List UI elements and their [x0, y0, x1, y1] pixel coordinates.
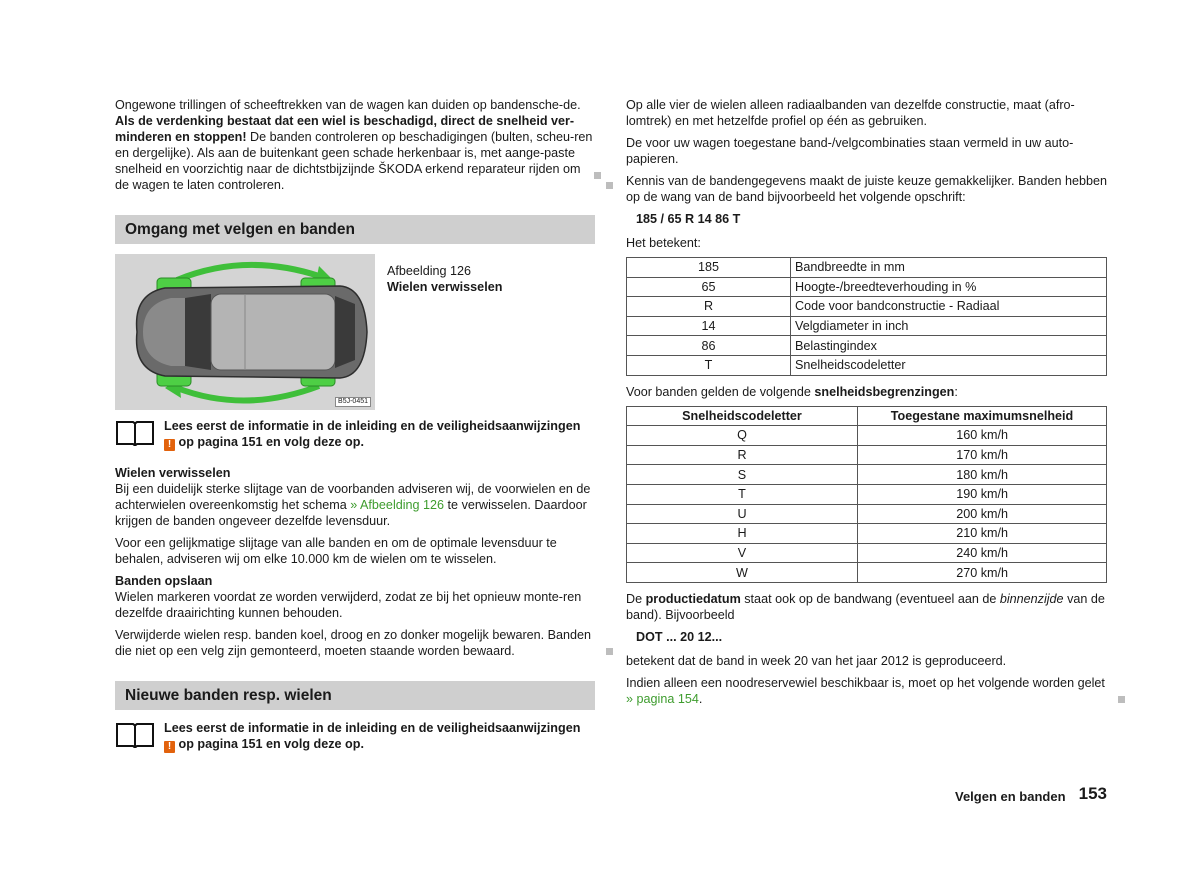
- het-betekent-label: Het betekent:: [626, 236, 701, 250]
- book-icon: [115, 418, 155, 448]
- speed-letter-cell: S: [627, 465, 858, 485]
- table-row: [627, 277, 1107, 297]
- notice-text: [164, 418, 580, 451]
- notice-text: [164, 720, 580, 753]
- speed-letter-cell: U: [627, 504, 858, 524]
- tire-code-table: [626, 257, 1107, 376]
- opslaan-paragraph: Wielen markeren voordat ze worden verwijderd, zodat ze bij het opnieuw monte-ren dezelfde draairichting kunnen behouden.: [115, 590, 582, 620]
- car-windshield: [185, 294, 211, 370]
- radiaal-paragraph: Op alle vier de wielen alleen radiaalbanden van dezelfde constructie, maat (afro-lomtrek) en met hetzelfde profiel op één as gebruiken.: [626, 98, 1075, 128]
- warning-icon: !: [164, 439, 175, 451]
- notice-text-pre: Lees eerst de informatie in de inleiding en de veiligheidsaanwijzingen: [164, 721, 581, 735]
- kennis-paragraph: Kennis van de bandengegevens maakt de juiste keuze gemakkelijker. Banden hebben op de wang van de band bijvoorbeeld het volgende opschrift:: [626, 174, 1107, 204]
- read-first-notice: [115, 418, 595, 451]
- code-cell: 185: [627, 258, 791, 278]
- productie-text-mid: staat ook op de bandwang (eventueel aan de: [740, 591, 1000, 606]
- end-of-section-marker: [606, 182, 613, 189]
- noodwiel-text: Indien alleen een noodreservewiel beschikbaar is, moet op het volgende worden gelet: [626, 675, 1105, 690]
- figure-126: [115, 254, 595, 410]
- verwijderd-text: Verwijderde wielen resp. banden koel, droog en zo donker mogelijk bewaren. Banden die niet op een velg zijn gemonteerd, moeten staande worden bewaard.: [115, 628, 592, 658]
- warning-icon: !: [164, 741, 175, 753]
- intro-warning-text: Als de verdenking bestaat dat een wiel is beschadigd, direct de snelheid ver-minderen en stoppen!: [115, 114, 575, 144]
- meaning-cell: Code voor bandconstructie - Radiaal: [791, 297, 1107, 317]
- arrow-top: [177, 265, 319, 280]
- chapter-title: Velgen en banden: [955, 789, 1066, 804]
- left-column: [115, 97, 595, 767]
- notice-text-post: op pagina 151 en volg deze op.: [175, 435, 364, 449]
- noodwiel-paragraph: [626, 675, 1107, 707]
- max-speed-cell: 270 km/h: [858, 563, 1107, 583]
- max-speed-cell: 190 km/h: [858, 484, 1107, 504]
- productiedatum-paragraph: [626, 591, 1107, 623]
- speed-letter-cell: H: [627, 524, 858, 544]
- end-of-section-marker: [1118, 696, 1125, 703]
- max-speed-cell: 200 km/h: [858, 504, 1107, 524]
- productie-bold: productiedatum: [645, 591, 741, 606]
- notice-text-post: op pagina 151 en volg deze op.: [175, 737, 364, 751]
- verwijderd-paragraph: [115, 627, 595, 659]
- dot-code-example: DOT ... 20 12...: [636, 629, 723, 644]
- max-speed-cell: 240 km/h: [858, 543, 1107, 563]
- table-row: [627, 336, 1107, 356]
- figure-number: Afbeelding 126: [387, 264, 472, 278]
- table-row: [627, 465, 1107, 485]
- table-row: [627, 504, 1107, 524]
- header-maximumsnelheid: Toegestane maximumsnelheid: [858, 406, 1107, 426]
- figure-caption: [375, 254, 502, 410]
- snelheid-intro-bold: snelheidsbegrenzingen: [814, 384, 955, 399]
- productie-text: De: [626, 591, 646, 606]
- speed-letter-cell: T: [627, 484, 858, 504]
- productie-italic: binnenzijde: [999, 591, 1064, 606]
- max-speed-cell: 160 km/h: [858, 426, 1107, 446]
- meaning-cell: Velgdiameter in inch: [791, 316, 1107, 336]
- intro-paragraph: [115, 97, 595, 193]
- speed-letter-cell: V: [627, 543, 858, 563]
- intro-text-end: De banden controleren op beschadigingen (bulten, scheu-ren en dergelijke). Als aan de buitenkant geen schade herkenbaar is, met aange-paste snelheid en voorzichtig naar de dichtstbijzijnde ŠKODA erkend reparateur rijden om de wagen te laten controleren.: [115, 130, 593, 192]
- table-row: [627, 445, 1107, 465]
- subheading-banden-opslaan: Banden opslaan: [115, 574, 213, 588]
- table-row: [627, 316, 1107, 336]
- table-row: [627, 524, 1107, 544]
- section-heading-velgen-banden: Omgang met velgen en banden: [115, 215, 595, 244]
- code-cell: T: [627, 355, 791, 375]
- wisselen-text: Bij een duidelijk sterke slijtage van de voorbanden adviseren wij, de voorwielen en de achterwielen overeenkomstig het schema: [115, 482, 591, 512]
- table-row: [627, 258, 1107, 278]
- meaning-cell: Snelheidscodeletter: [791, 355, 1107, 375]
- car-top-view-illustration: [115, 254, 375, 410]
- combinaties-paragraph: [626, 135, 1107, 167]
- table-row: [627, 543, 1107, 563]
- figure-code: B5J-0451: [335, 397, 371, 407]
- table-header-row: [627, 406, 1107, 426]
- gelijkmatig-paragraph: Voor een gelijkmatige slijtage van alle banden en om de optimale levensduur te behalen, adviseren wij om elke 10.000 km de wielen om te wisselen.: [115, 536, 557, 566]
- figure-126-link[interactable]: » Afbeelding 126: [350, 498, 445, 512]
- wisselen-text-end: te verwisselen. Daardoor krijgen de banden ongeveer dezelfde levensduur.: [115, 498, 587, 528]
- noodwiel-text-end: .: [698, 691, 703, 706]
- speed-letter-cell: R: [627, 445, 858, 465]
- end-of-section-marker: [594, 172, 601, 179]
- code-cell: 86: [627, 336, 791, 356]
- code-cell: 65: [627, 277, 791, 297]
- snelheid-intro-colon: :: [954, 384, 958, 399]
- speed-letter-cell: W: [627, 563, 858, 583]
- section-heading-nieuwe-banden: Nieuwe banden resp. wielen: [115, 681, 595, 710]
- wisselen-paragraph: [115, 481, 595, 529]
- right-column: [626, 97, 1107, 713]
- table-row: [627, 355, 1107, 375]
- car-rear-window: [335, 296, 355, 368]
- betekent-paragraph: betekent dat de band in week 20 van het jaar 2012 is geproduceerd.: [626, 653, 1007, 668]
- figure-title: Wielen verwisselen: [387, 280, 503, 294]
- wheel-rotation-diagram: [115, 254, 375, 410]
- snelheid-intro: [626, 384, 1107, 400]
- book-icon: [115, 720, 155, 750]
- intro-text: Ongewone trillingen of scheeftrekken van de wagen kan duiden op bandensche-de.: [115, 98, 581, 112]
- meaning-cell: Bandbreedte in mm: [791, 258, 1107, 278]
- productie-text-end: van de band). Bijvoorbeeld: [626, 591, 1105, 622]
- table-row: [627, 484, 1107, 504]
- end-of-section-marker: [606, 648, 613, 655]
- speed-letter-cell: Q: [627, 426, 858, 446]
- tire-code-example: 185 / 65 R 14 86 T: [636, 212, 741, 226]
- table-row: [627, 563, 1107, 583]
- code-cell: 14: [627, 316, 791, 336]
- table-row: [627, 297, 1107, 317]
- code-cell: R: [627, 297, 791, 317]
- arrow-bottom: [177, 386, 319, 401]
- max-speed-cell: 210 km/h: [858, 524, 1107, 544]
- combinaties-text: De voor uw wagen toegestane band-/velgcombinaties staan vermeld in uw auto-papieren.: [626, 136, 1074, 166]
- read-first-notice-2: [115, 720, 595, 753]
- header-snelheidscodeletter: Snelheidscodeletter: [627, 406, 858, 426]
- notice-text-pre: Lees eerst de informatie in de inleiding en de veiligheidsaanwijzingen: [164, 419, 581, 433]
- meaning-cell: Hoogte-/breedteverhouding in %: [791, 277, 1107, 297]
- pagina-154-link[interactable]: » pagina 154: [626, 691, 699, 706]
- page-number: 153: [1078, 784, 1107, 803]
- speed-rating-table: [626, 406, 1107, 583]
- subheading-wielen-verwisselen: Wielen verwisselen: [115, 466, 231, 480]
- car-roof: [211, 294, 335, 370]
- max-speed-cell: 170 km/h: [858, 445, 1107, 465]
- snelheid-intro-text: Voor banden gelden de volgende: [626, 384, 815, 399]
- meaning-cell: Belastingindex: [791, 336, 1107, 356]
- max-speed-cell: 180 km/h: [858, 465, 1107, 485]
- table-row: [627, 426, 1107, 446]
